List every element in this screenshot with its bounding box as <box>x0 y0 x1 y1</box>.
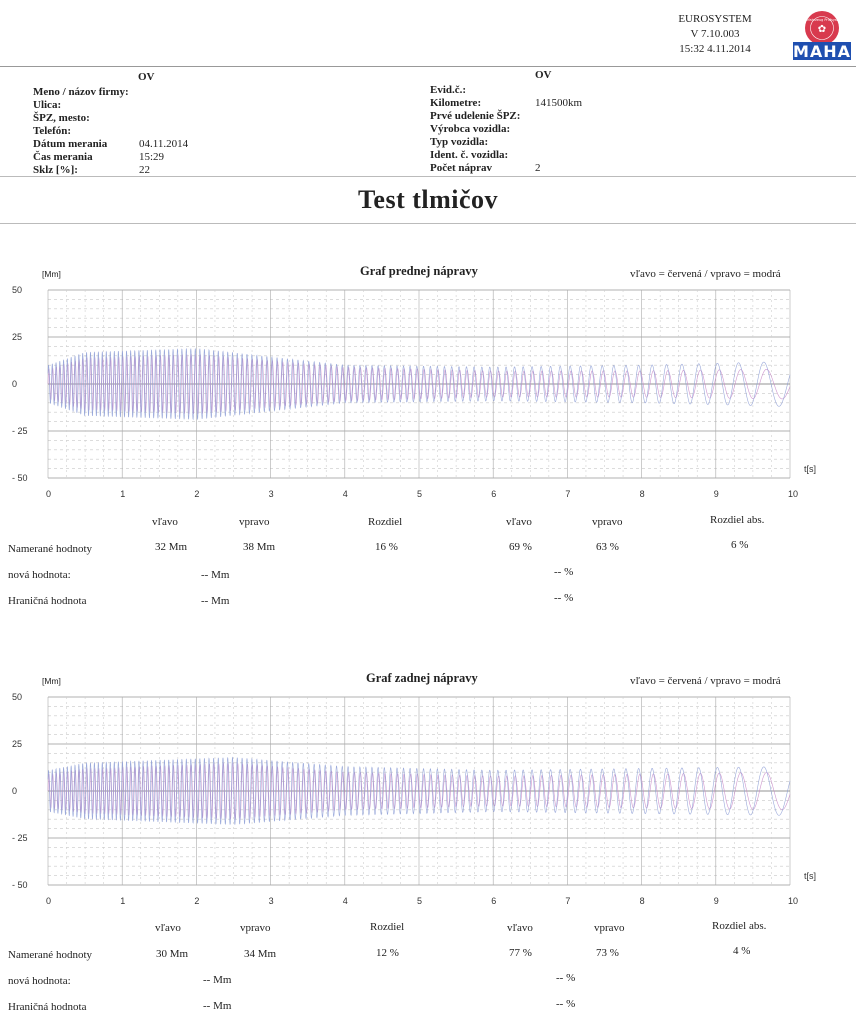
x-tick-label: 7 <box>565 896 571 906</box>
measured-diff-abs: 6 % <box>731 539 749 551</box>
x-axis-label: t[s] <box>804 464 817 474</box>
measured-right-pct: 63 % <box>596 541 619 553</box>
vehicle-fields <box>430 84 583 175</box>
col-right: vpravo <box>239 516 270 528</box>
field-label: ŠPZ, mesto: <box>33 112 90 124</box>
row-label: Hraničná hodnota <box>8 595 87 607</box>
measured-right: 38 Mm <box>243 541 276 553</box>
y-tick-label: - 50 <box>12 473 28 483</box>
x-tick-label: 2 <box>194 896 200 906</box>
page-title: Test tlmičov <box>357 185 499 214</box>
measured-right: 34 Mm <box>244 948 277 960</box>
chart-legend: vľavo = červená / vpravo = modrá <box>630 268 781 280</box>
field-label: Kilometre: <box>430 97 482 109</box>
field-label: Ident. č. vozidla: <box>430 149 509 161</box>
row-label: nová hodnota: <box>8 569 71 581</box>
field-value: 15:29 <box>139 151 165 163</box>
field-label: Typ vozidla: <box>430 136 489 148</box>
col-diff: Rozdiel <box>368 516 403 528</box>
rear-axle-chart <box>0 687 856 917</box>
field-label: Sklz [%]: <box>33 164 78 176</box>
print-datetime: 15:32 4.11.2014 <box>679 43 751 55</box>
system-name: EUROSYSTEM <box>678 13 752 25</box>
field-label: Evid.č.: <box>430 84 467 96</box>
vehicle-field <box>430 162 541 175</box>
vehicle-field <box>430 97 583 110</box>
measured-left-pct: 77 % <box>509 947 532 959</box>
limit-value-pct: -- % <box>556 998 576 1010</box>
x-axis-label: t[s] <box>804 871 817 881</box>
col-left-pct: vľavo <box>506 516 532 528</box>
new-value-pct: -- % <box>556 972 576 984</box>
col-right-pct: vpravo <box>592 516 623 528</box>
customer-field <box>33 86 129 99</box>
vehicle-field <box>430 110 520 123</box>
new-value-mm: -- Mm <box>203 974 232 986</box>
limit-value-pct: -- % <box>554 592 574 604</box>
col-left: vľavo <box>155 922 181 934</box>
field-label: Dátum merania <box>33 138 108 150</box>
customer-fields <box>33 86 189 177</box>
limit-value-mm: -- Mm <box>203 1000 232 1012</box>
chart-ylabel: [Mm] <box>42 676 61 686</box>
customer-heading: OV <box>138 71 155 83</box>
x-tick-label: 2 <box>194 489 200 499</box>
field-label: Telefón: <box>33 125 72 137</box>
row-label: Namerané hodnoty <box>8 543 92 555</box>
col-left-pct: vľavo <box>507 922 533 934</box>
vehicle-field <box>430 149 520 162</box>
customer-field <box>33 99 129 112</box>
x-tick-label: 0 <box>46 489 52 499</box>
y-tick-label: 0 <box>12 786 18 796</box>
x-tick-label: 7 <box>565 489 571 499</box>
field-value: 22 <box>139 164 150 176</box>
maha-logo <box>792 10 852 62</box>
x-tick-label: 4 <box>342 896 348 906</box>
new-value-mm: -- Mm <box>201 569 230 581</box>
col-left: vľavo <box>152 516 178 528</box>
row-label: nová hodnota: <box>8 975 71 987</box>
y-tick-label: 50 <box>12 285 23 295</box>
x-tick-label: 4 <box>342 489 348 499</box>
system-version: V 7.10.003 <box>690 28 740 40</box>
y-tick-label: - 25 <box>12 426 28 436</box>
row-label: Namerané hodnoty <box>8 949 92 961</box>
vehicle-heading: OV <box>535 69 552 81</box>
x-tick-label: 9 <box>713 896 719 906</box>
system-info <box>660 12 770 57</box>
x-tick-label: 1 <box>120 489 126 499</box>
x-tick-label: 8 <box>639 896 645 906</box>
x-tick-label: 10 <box>788 489 799 499</box>
measured-diff-abs: 4 % <box>733 945 751 957</box>
vehicle-field <box>430 84 520 97</box>
chart-legend: vľavo = červená / vpravo = modrá <box>630 675 781 687</box>
rear-results <box>0 920 856 1020</box>
x-tick-label: 0 <box>46 896 52 906</box>
field-label: Čas merania <box>33 151 93 163</box>
x-tick-label: 5 <box>417 896 423 906</box>
customer-field <box>33 125 129 138</box>
x-tick-label: 3 <box>268 489 274 499</box>
measured-right-pct: 73 % <box>596 947 619 959</box>
field-label: Počet náprav <box>430 162 493 174</box>
measured-diff: 12 % <box>376 947 399 959</box>
y-tick-label: - 50 <box>12 880 28 890</box>
x-tick-label: 10 <box>788 896 799 906</box>
field-value: 141500km <box>535 97 583 109</box>
field-value: 04.11.2014 <box>139 138 189 150</box>
x-tick-label: 1 <box>120 896 126 906</box>
y-tick-label: 0 <box>12 379 18 389</box>
x-tick-label: 9 <box>713 489 719 499</box>
svg-text:✿: ✿ <box>817 24 827 35</box>
y-tick-label: 25 <box>12 332 23 342</box>
y-tick-label: - 25 <box>12 833 28 843</box>
customer-field <box>33 112 129 125</box>
customer-field <box>33 138 189 151</box>
customer-field <box>33 151 165 164</box>
col-diff-abs: Rozdiel abs. <box>712 920 767 932</box>
front-axle-chart <box>0 280 856 510</box>
measured-left-pct: 69 % <box>509 541 532 553</box>
measured-left: 30 Mm <box>156 948 189 960</box>
measured-diff: 16 % <box>375 541 398 553</box>
field-value: 2 <box>535 162 541 174</box>
chart-ylabel: [Mm] <box>42 269 61 279</box>
y-tick-label: 50 <box>12 692 23 702</box>
col-right-pct: vpravo <box>594 922 625 934</box>
limit-value-mm: -- Mm <box>201 595 230 607</box>
row-label: Hraničná hodnota <box>8 1001 87 1013</box>
front-results <box>0 514 856 614</box>
y-tick-label: 25 <box>12 739 23 749</box>
vehicle-field <box>430 123 520 136</box>
measured-left: 32 Mm <box>155 541 188 553</box>
x-tick-label: 8 <box>639 489 645 499</box>
x-tick-label: 3 <box>268 896 274 906</box>
col-right: vpravo <box>240 922 271 934</box>
field-label: Výrobca vozidla: <box>430 123 511 135</box>
logo-small-text: Motorfahrzeug Prüfsysteme <box>798 18 846 22</box>
logo-text: MAHA <box>792 42 852 61</box>
x-tick-label: 6 <box>491 896 497 906</box>
col-diff: Rozdiel <box>370 921 405 933</box>
x-tick-label: 5 <box>417 489 423 499</box>
chart-title: Graf prednej nápravy <box>360 264 478 278</box>
chart-title: Graf zadnej nápravy <box>366 671 478 685</box>
field-label: Ulica: <box>33 99 62 111</box>
x-tick-label: 6 <box>491 489 497 499</box>
field-label: Prvé udelenie ŠPZ: <box>430 110 521 122</box>
col-diff-abs: Rozdiel abs. <box>710 514 765 526</box>
new-value-pct: -- % <box>554 566 574 578</box>
field-label: Meno / názov firmy: <box>33 86 129 98</box>
vehicle-field <box>430 136 520 149</box>
